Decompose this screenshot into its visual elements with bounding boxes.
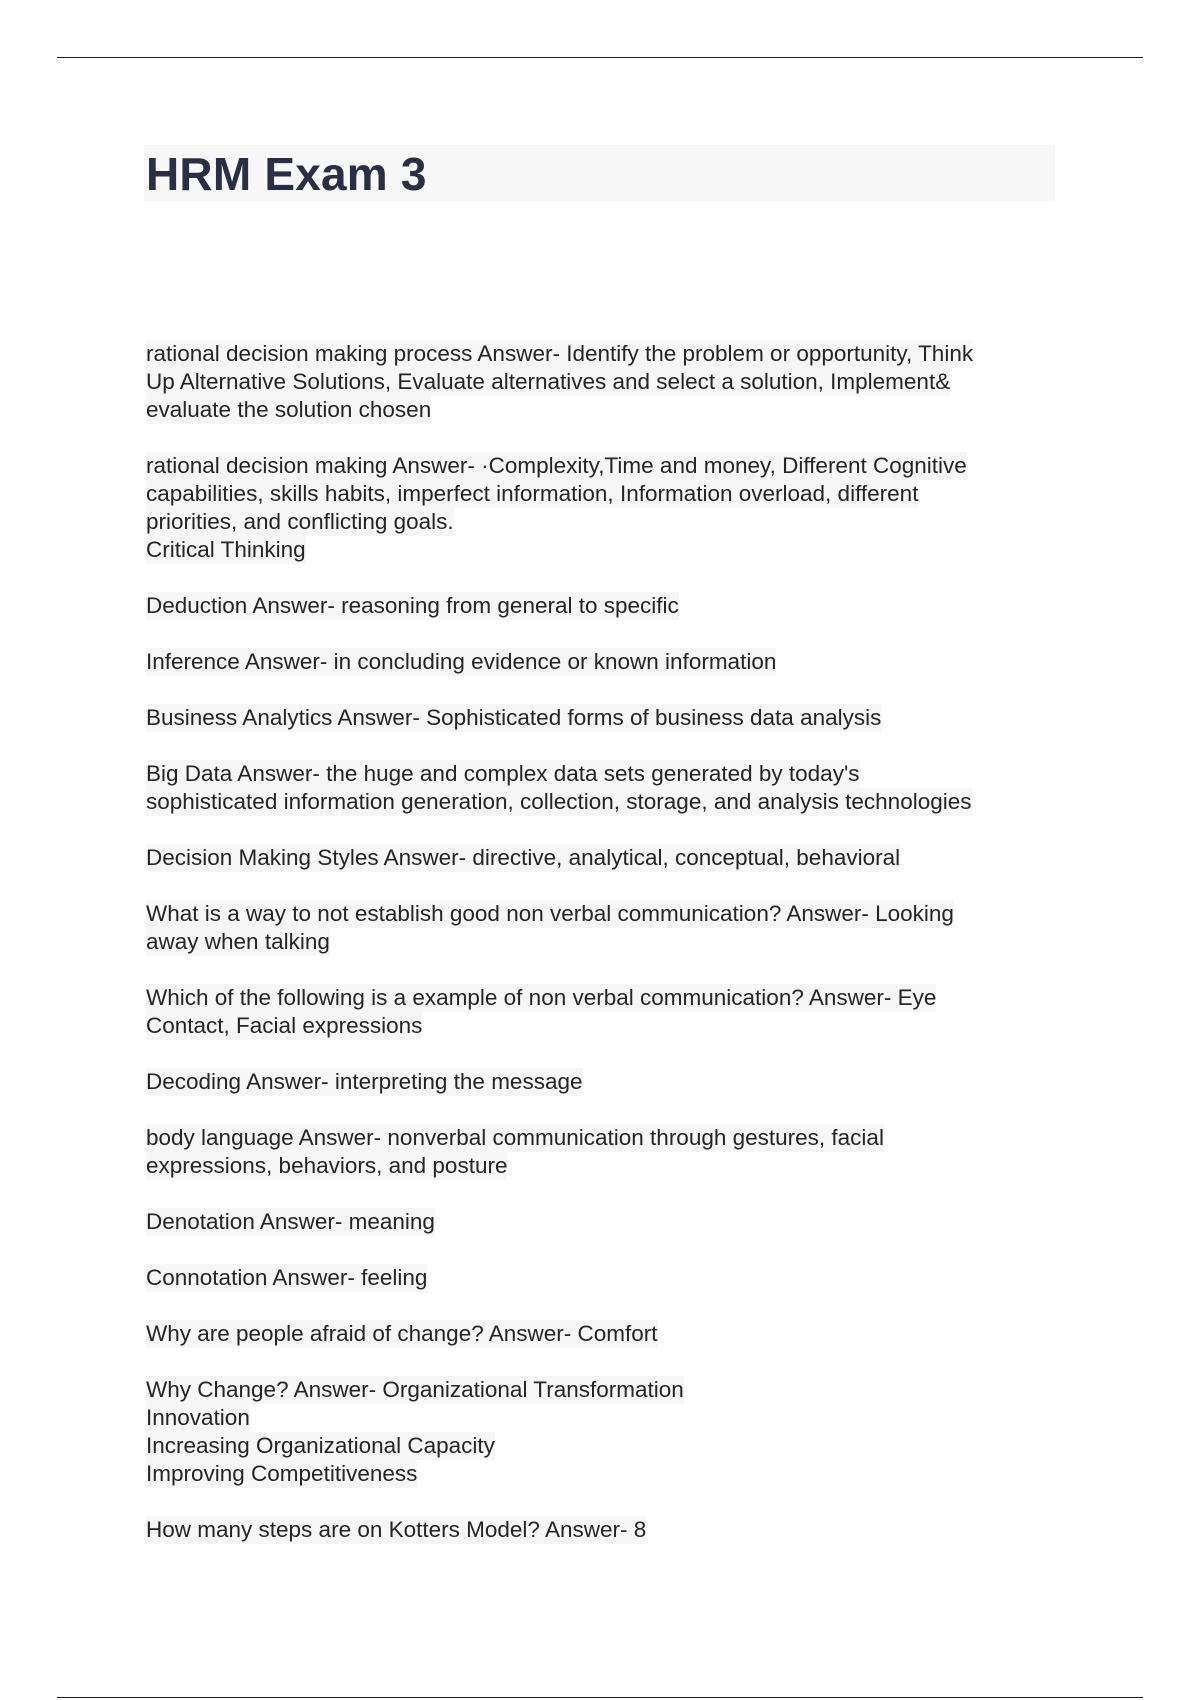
qa-item — [146, 1320, 1066, 1348]
qa-line: Business Analytics Answer- Sophisticated forms of business data analysis — [146, 705, 882, 730]
qa-item — [146, 1376, 1066, 1488]
qa-item — [146, 844, 1066, 872]
qa-line: Which of the following is a example of non verbal communication? Answer- Eye — [146, 985, 937, 1010]
qa-item — [146, 1516, 1066, 1544]
qa-line: body language Answer- nonverbal communication through gestures, facial — [146, 1125, 884, 1150]
qa-line: Big Data Answer- the huge and complex data sets generated by today's — [146, 761, 860, 786]
qa-line: Decoding Answer- interpreting the message — [146, 1069, 583, 1094]
qa-item — [146, 340, 1066, 424]
qa-item — [146, 1208, 1066, 1236]
qa-line: Why are people afraid of change? Answer- Comfort — [146, 1321, 658, 1346]
qa-item — [146, 1068, 1066, 1096]
page-title: HRM Exam 3 — [146, 148, 427, 200]
qa-line: sophisticated information generation, collection, storage, and analysis technologies — [146, 789, 972, 814]
qa-item — [146, 1264, 1066, 1292]
qa-line: Innovation — [146, 1405, 250, 1430]
qa-line: priorities, and conflicting goals. — [146, 509, 454, 534]
qa-line: Inference Answer- in concluding evidence or known information — [146, 649, 777, 674]
qa-line: Increasing Organizational Capacity — [146, 1433, 495, 1458]
qa-line: How many steps are on Kotters Model? Answer- 8 — [146, 1517, 647, 1542]
qa-item — [146, 704, 1066, 732]
qa-line: Why Change? Answer- Organizational Transformation — [146, 1377, 684, 1402]
qa-line: rational decision making Answer- ·Complexity,Time and money, Different Cognitive — [146, 453, 967, 478]
qa-line: capabilities, skills habits, imperfect information, Information overload, different — [146, 481, 919, 506]
qa-line: away when talking — [146, 929, 330, 954]
qa-line: Decision Making Styles Answer- directive, analytical, conceptual, behavioral — [146, 845, 901, 870]
qa-line: Deduction Answer- reasoning from general to specific — [146, 593, 679, 618]
qa-line: Contact, Facial expressions — [146, 1013, 423, 1038]
qa-list — [146, 340, 1066, 1572]
qa-line: evaluate the solution chosen — [146, 397, 432, 422]
qa-line: Connotation Answer- feeling — [146, 1265, 428, 1290]
qa-item — [146, 900, 1066, 956]
qa-line: What is a way to not establish good non verbal communication? Answer- Looking — [146, 901, 954, 926]
qa-item — [146, 760, 1066, 816]
qa-line: rational decision making process Answer- Identify the problem or opportunity, Think — [146, 341, 974, 366]
top-divider — [57, 57, 1143, 58]
qa-line: Improving Competitiveness — [146, 1461, 418, 1486]
qa-item — [146, 648, 1066, 676]
qa-line: Denotation Answer- meaning — [146, 1209, 435, 1234]
qa-item — [146, 1124, 1066, 1180]
qa-line: expressions, behaviors, and posture — [146, 1153, 508, 1178]
qa-item — [146, 984, 1066, 1040]
bottom-divider — [57, 1697, 1143, 1698]
qa-line: Critical Thinking — [146, 537, 306, 562]
qa-item — [146, 452, 1066, 564]
qa-line: Up Alternative Solutions, Evaluate alternatives and select a solution, Implement& — [146, 369, 951, 394]
qa-item — [146, 592, 1066, 620]
